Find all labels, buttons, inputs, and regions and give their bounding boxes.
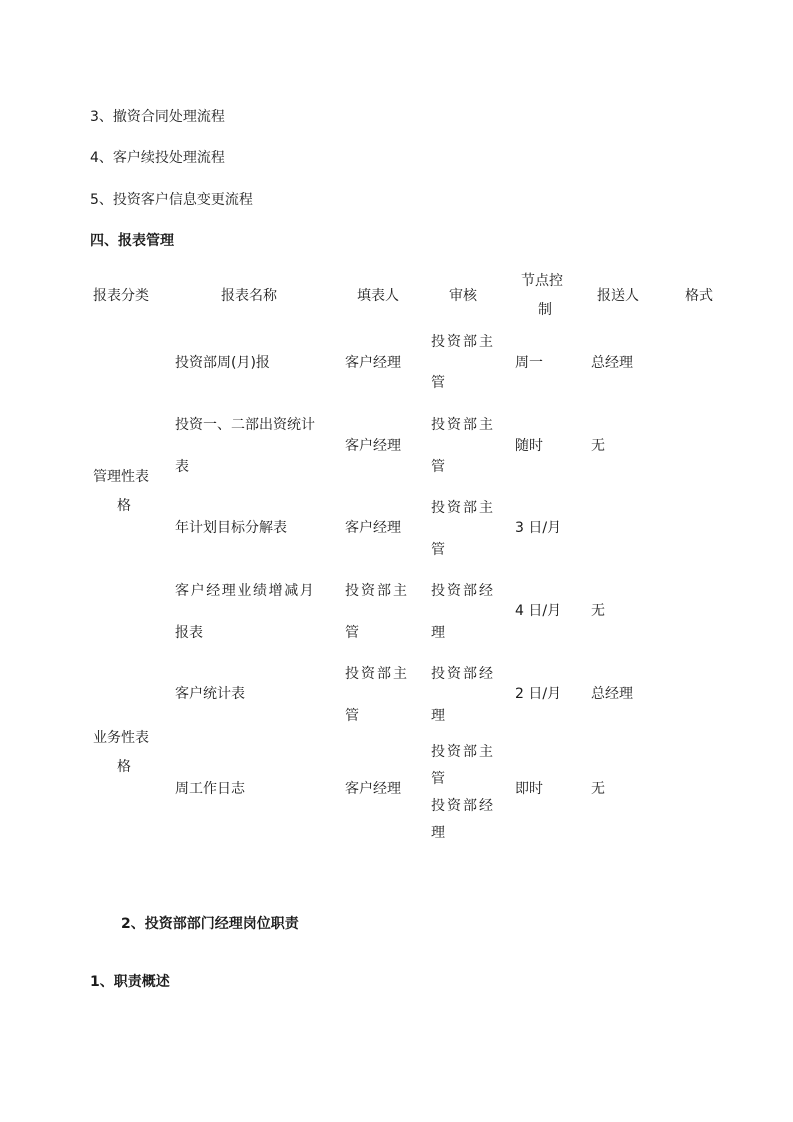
row-node: 4 日/月 [515, 603, 562, 619]
row-filler: 客户经理 [345, 781, 401, 797]
row-reviewer: 投资部主 [431, 334, 495, 350]
row-reviewer-line4: 理 [431, 825, 445, 841]
row-name: 投资一、二部出资统计 [175, 417, 315, 433]
header-category: 报表分类 [93, 288, 149, 304]
row-name-line2: 报表 [175, 625, 203, 641]
row-recipient: 无 [591, 781, 605, 797]
row-reviewer-line2: 管 [431, 771, 445, 787]
row-recipient: 无 [591, 603, 605, 619]
row-node: 随时 [515, 438, 543, 454]
row-filler: 客户经理 [345, 520, 401, 536]
row-name: 客户统计表 [175, 686, 245, 702]
row-recipient: 无 [591, 438, 605, 454]
header-recipient: 报送人 [597, 288, 639, 304]
row-node: 周一 [515, 355, 543, 371]
heading-duty-overview: 1、职责概述 [90, 974, 170, 990]
header-reviewer: 审核 [449, 288, 477, 304]
subsection-heading-manager-duties: 2、投资部部门经理岗位职责 [121, 916, 299, 932]
row-node: 3 日/月 [515, 520, 562, 536]
list-item-info-change: 5、投资客户信息变更流程 [90, 192, 253, 208]
section-heading-report-management: 四、报表管理 [90, 233, 174, 249]
header-node-control-line1: 节点控 [521, 273, 563, 289]
header-filler: 填表人 [357, 288, 399, 304]
row-name-line2: 表 [175, 459, 189, 475]
row-reviewer: 投资部经 [431, 666, 495, 682]
row-node: 即时 [515, 781, 543, 797]
group-label-business-line2: 格 [117, 759, 131, 775]
row-filler: 投资部主 [345, 666, 409, 682]
row-reviewer: 投资部经 [431, 583, 495, 599]
row-recipient: 总经理 [591, 355, 633, 371]
group-label-business: 业务性表 [93, 730, 149, 746]
row-reviewer: 投资部主 [431, 500, 495, 516]
row-filler-line2: 管 [345, 708, 359, 724]
row-node: 2 日/月 [515, 686, 562, 702]
row-reviewer: 投资部主 [431, 744, 495, 760]
row-recipient: 总经理 [591, 686, 633, 702]
header-name: 报表名称 [221, 288, 277, 304]
row-filler: 客户经理 [345, 438, 401, 454]
row-reviewer-line2: 管 [431, 459, 445, 475]
row-name: 投资部周(月)报 [175, 355, 270, 371]
row-name: 年计划目标分解表 [175, 520, 287, 536]
header-format: 格式 [685, 288, 713, 304]
row-filler: 投资部主 [345, 583, 409, 599]
row-reviewer-line2: 管 [431, 375, 445, 391]
row-reviewer-line3: 投资部经 [431, 798, 495, 814]
row-reviewer-line2: 管 [431, 542, 445, 558]
header-node-control-line2: 制 [538, 302, 552, 318]
row-name: 周工作日志 [175, 781, 245, 797]
row-filler: 客户经理 [345, 355, 401, 371]
group-label-management: 管理性表 [93, 469, 149, 485]
group-label-management-line2: 格 [117, 498, 131, 514]
list-item-renewal-investment: 4、客户续投处理流程 [90, 150, 225, 166]
row-name: 客户经理业绩增减月 [175, 583, 316, 599]
row-reviewer: 投资部主 [431, 417, 495, 433]
row-reviewer-line2: 理 [431, 708, 445, 724]
row-reviewer-line2: 理 [431, 625, 445, 641]
row-filler-line2: 管 [345, 625, 359, 641]
list-item-withdrawal-contract: 3、撤资合同处理流程 [90, 109, 225, 125]
